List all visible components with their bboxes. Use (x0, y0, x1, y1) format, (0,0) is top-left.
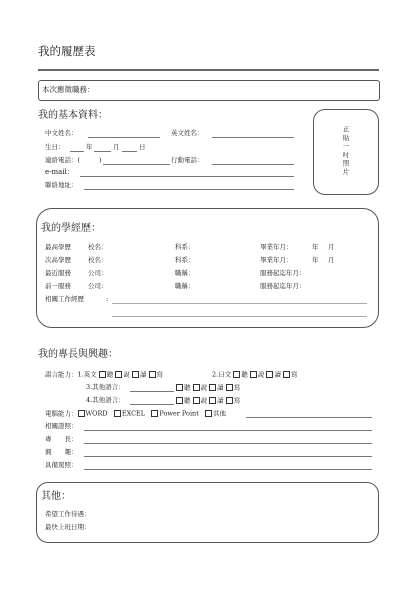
specialty-label: 專 長： (45, 435, 78, 443)
lang2-name: 2.日文 (212, 370, 232, 379)
other-computer-field[interactable] (246, 417, 372, 418)
lang2-listen-checkbox[interactable] (233, 371, 240, 378)
word-checkbox[interactable] (78, 410, 85, 417)
lang1-listen-checkbox[interactable] (99, 371, 106, 378)
interest-label: 興 趣： (45, 448, 78, 456)
photo-char: 貼 (342, 133, 350, 142)
ability-label: 說 (200, 383, 208, 392)
language-label: 語言能力： (45, 370, 78, 379)
birth-month-unit: 月 (113, 143, 120, 151)
ability-label: 說 (200, 396, 208, 405)
photo-char: 照 (342, 159, 350, 167)
ability-label: 寫 (291, 370, 298, 379)
lang1-write-checkbox[interactable] (149, 371, 156, 378)
ability-label: 說 (123, 370, 130, 379)
ability-label: 寫 (233, 396, 241, 405)
edu-row-field1: 校名： (88, 256, 108, 264)
photo-char: 一 (342, 142, 350, 150)
phone-label: 連絡電話：( (45, 156, 81, 164)
chinese-name-label: 中文姓名： (45, 129, 78, 137)
phone-close-paren: ) (99, 156, 102, 164)
ability-label: 讀 (217, 383, 224, 392)
photo-char: 正 (342, 125, 350, 133)
lang4-listen-checkbox[interactable] (176, 397, 183, 404)
ability-label: 寫 (156, 370, 164, 379)
edu-row-year: 年 (312, 243, 319, 251)
lang4-write-checkbox[interactable] (226, 397, 233, 404)
address-label: 聯絡地址： (45, 181, 78, 189)
edu-row-field1: 公司： (88, 269, 108, 277)
edu-row-field3: 畢業年月： (260, 256, 293, 264)
lang4-read-checkbox[interactable] (209, 397, 216, 404)
birth-day-unit: 日 (139, 143, 146, 151)
lang2-write-checkbox[interactable] (283, 371, 290, 378)
birth-year-unit: 年 (86, 143, 93, 151)
edu-row-field2: 職稱： (175, 282, 195, 290)
lang2-read-checkbox[interactable] (266, 371, 273, 378)
edu-row-field3: 服務起迄年月： (260, 282, 306, 290)
edu-row-field2: 科系： (175, 256, 195, 264)
computer-option: 其他 (213, 409, 227, 418)
lang3-listen-checkbox[interactable] (176, 384, 183, 391)
ability-label: 聽 (241, 370, 248, 379)
ability-label: 讀 (139, 370, 147, 379)
start-date-label: 最快上班日期： (45, 523, 91, 531)
photo-char: 片 (342, 167, 350, 176)
ability-label: 聽 (184, 396, 191, 405)
computer-option: WORD (85, 409, 108, 418)
ability-label: 讀 (274, 370, 281, 379)
other-computer-checkbox[interactable] (205, 410, 212, 417)
lang3-write-checkbox[interactable] (226, 384, 233, 391)
email-label: e-mail： (45, 168, 74, 176)
skills-heading: 我的專長與興趣： (38, 349, 118, 360)
lang1-speak-checkbox[interactable] (115, 371, 122, 378)
powerpoint-checkbox[interactable] (151, 410, 158, 417)
license-field[interactable] (84, 469, 372, 470)
email-field[interactable] (80, 176, 294, 177)
edu-row-field2: 職稱： (175, 269, 195, 277)
computer-option: EXCEL (121, 409, 146, 418)
edu-row-type: 次高學歷 (45, 256, 71, 264)
edu-row-type: 前一服務 (45, 282, 71, 290)
license-label: 具備駕照： (45, 461, 78, 469)
ability-label: 寫 (233, 383, 241, 392)
lang1-name: 1.英文 (77, 370, 97, 379)
basic-info-heading: 我的基本資料： (38, 110, 108, 121)
lang3-name-field[interactable] (130, 391, 174, 392)
ability-label: 聽 (184, 383, 191, 392)
lang2-speak-checkbox[interactable] (250, 371, 257, 378)
ability-label: 聽 (106, 370, 114, 379)
mobile-field[interactable] (212, 164, 294, 165)
language-row-4 (176, 397, 240, 404)
language-row-1 (45, 371, 163, 378)
salary-label: 希望工作待遇： (45, 510, 91, 518)
edu-row-year: 年 (312, 256, 319, 264)
address-field[interactable] (84, 189, 294, 190)
edu-row-field1: 校名： (88, 243, 108, 251)
birth-day-field[interactable] (122, 151, 137, 152)
related-exp-label: 相關工作經歷 (45, 295, 84, 303)
ability-label: 讀 (217, 396, 224, 405)
lang4-name-field[interactable] (130, 404, 174, 405)
edu-row-field2: 科系： (175, 243, 195, 251)
photo-label (340, 125, 352, 176)
title-divider (38, 69, 379, 71)
edu-row-field1: 公司： (88, 282, 108, 290)
edu-row-type: 最近服務 (45, 269, 71, 277)
related-exp-colon: : (106, 295, 109, 303)
lang4-speak-checkbox[interactable] (193, 397, 200, 404)
lang4-name: 4.其他語言： (86, 396, 125, 404)
lang1-read-checkbox[interactable] (132, 371, 139, 378)
english-name-field[interactable] (212, 137, 294, 138)
language-row-2 (212, 371, 298, 378)
edu-row-type: 最高學歷 (45, 243, 71, 251)
certs-field[interactable] (84, 430, 372, 431)
edu-row-field3: 畢業年月： (260, 243, 293, 251)
computer-label: 電腦能力： (45, 409, 78, 418)
position-label: 本次應徵職務： (42, 85, 95, 94)
lang3-name: 3.其他語言： (86, 383, 125, 391)
english-name-label: 英文姓名： (171, 129, 204, 137)
computer-option: Power Point (159, 409, 199, 418)
phone-field[interactable] (103, 164, 170, 165)
page-title: 我的履歷表 (38, 44, 96, 58)
related-exp-line-1[interactable] (112, 303, 367, 304)
position-input-line[interactable] (100, 94, 370, 95)
language-row-3 (176, 384, 240, 391)
excel-checkbox[interactable] (114, 410, 121, 417)
edu-row-field3: 服務起迄年月： (260, 269, 306, 277)
edu-row-month: 月 (328, 256, 335, 264)
lang3-speak-checkbox[interactable] (193, 384, 200, 391)
birth-year-field[interactable] (70, 151, 84, 152)
other-heading: 其他： (41, 491, 71, 502)
mobile-label: 行動電話： (171, 156, 204, 164)
education-heading: 我的學經歷： (41, 223, 101, 234)
lang3-read-checkbox[interactable] (209, 384, 216, 391)
computer-row (45, 410, 226, 417)
edu-row-month: 月 (328, 243, 335, 251)
birth-label: 生日： (45, 143, 65, 151)
chinese-name-field[interactable] (88, 137, 160, 138)
birth-month-field[interactable] (94, 151, 111, 152)
photo-char: 吋 (342, 150, 350, 159)
interest-field[interactable] (84, 456, 372, 457)
specialty-field[interactable] (84, 443, 372, 444)
certs-label: 相關證照： (45, 422, 78, 430)
ability-label: 說 (257, 370, 265, 379)
related-exp-line-2[interactable] (112, 316, 367, 317)
